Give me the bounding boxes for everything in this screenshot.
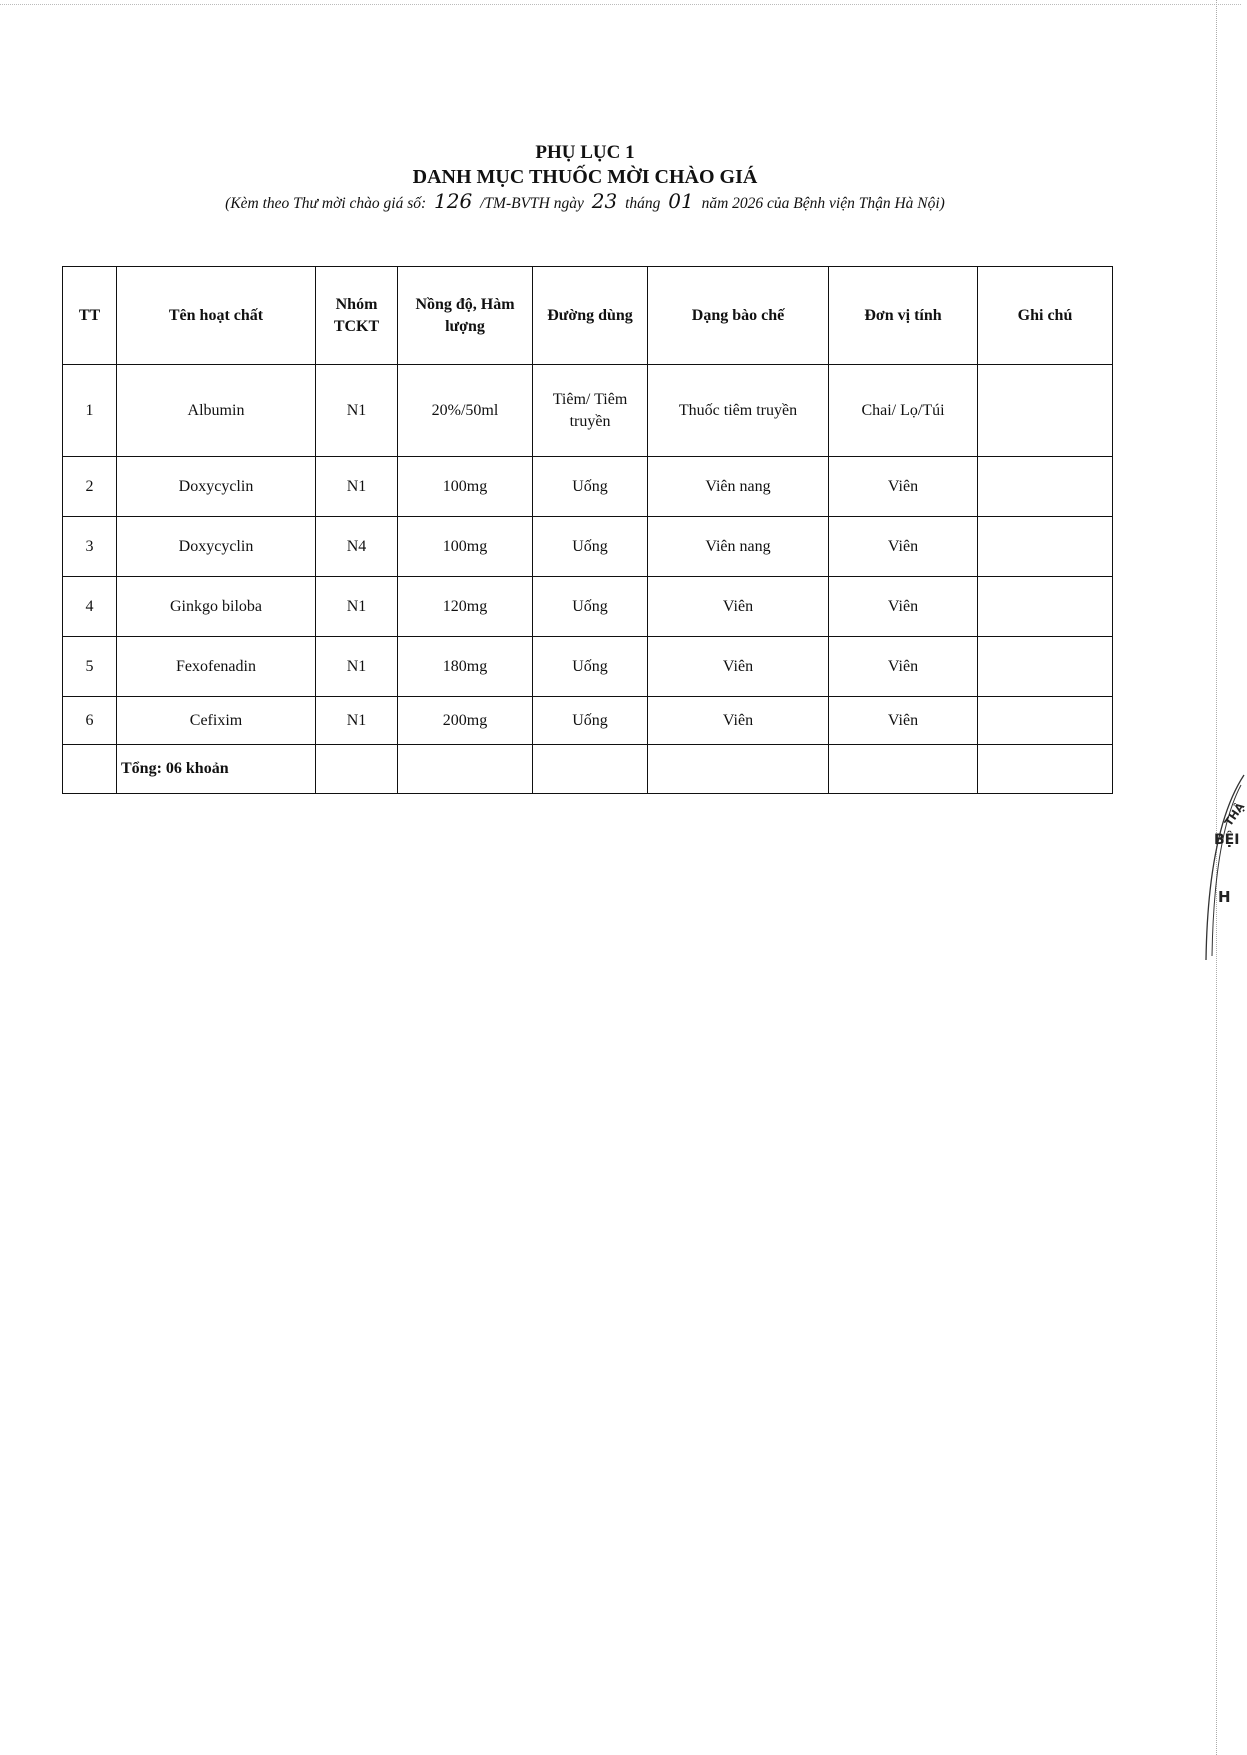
seal-text-1: THẬ — [1222, 800, 1247, 829]
cell-route: Tiêm/ Tiêm truyền — [533, 365, 648, 457]
cell-empty — [648, 745, 829, 794]
cell-empty — [398, 745, 533, 794]
list-title: DANH MỤC THUỐC MỜI CHÀO GIÁ — [412, 166, 758, 188]
cell-route: Uống — [533, 457, 648, 517]
cell-empty — [316, 745, 398, 794]
cell-ingredient: Fexofenadin — [117, 637, 316, 697]
seal-text-3: H — [1218, 888, 1231, 906]
cell-route: Uống — [533, 577, 648, 637]
header-concentration: Nồng độ, Hàm lượng — [398, 267, 533, 365]
cell-ingredient: Doxycyclin — [117, 517, 316, 577]
cell-tt: 3 — [63, 517, 117, 577]
cell-group: N4 — [316, 517, 398, 577]
table-row — [63, 697, 1113, 745]
header-dosage-form: Dạng bào chế — [648, 267, 829, 365]
cell-concentration: 200mg — [398, 697, 533, 745]
cell-notes — [978, 697, 1113, 745]
cell-form: Viên — [648, 577, 829, 637]
cell-notes — [978, 365, 1113, 457]
table-row — [63, 365, 1113, 457]
cell-route: Uống — [533, 517, 648, 577]
seal-text-2: BỆI — [1214, 832, 1240, 848]
cell-ingredient: Ginkgo biloba — [117, 577, 316, 637]
day-handwritten: 23 — [591, 189, 618, 213]
cell-form: Viên — [648, 637, 829, 697]
cell-tt: 4 — [63, 577, 117, 637]
cell-notes — [978, 457, 1113, 517]
cell-empty — [63, 745, 117, 794]
cell-unit: Viên — [829, 637, 978, 697]
cell-ingredient: Cefixim — [117, 697, 316, 745]
header-route: Đường dùng — [533, 267, 648, 365]
header-notes: Ghi chú — [978, 267, 1113, 365]
cell-group: N1 — [316, 697, 398, 745]
cell-tt: 1 — [63, 365, 117, 457]
header-active-ingredient: Tên hoạt chất — [117, 267, 316, 365]
cell-unit: Chai/ Lọ/Túi — [829, 365, 978, 457]
drug-list-table — [62, 266, 1113, 794]
subtitle-suffix: năm 2026 của Bệnh viện Thận Hà Nội) — [701, 195, 945, 212]
appendix-title: PHỤ LỤC 1 — [535, 142, 635, 163]
header-unit: Đơn vị tính — [829, 267, 978, 365]
header-technical-group: Nhóm TCKT — [316, 267, 398, 365]
cell-ingredient: Doxycyclin — [117, 457, 316, 517]
partial-seal-stamp — [1200, 770, 1247, 990]
table-row — [63, 517, 1113, 577]
cell-route: Uống — [533, 697, 648, 745]
cell-concentration: 100mg — [398, 457, 533, 517]
cell-concentration: 100mg — [398, 517, 533, 577]
cell-notes — [978, 637, 1113, 697]
month-handwritten: 01 — [668, 189, 694, 213]
cell-group: N1 — [316, 637, 398, 697]
cell-unit: Viên — [829, 697, 978, 745]
subtitle-mid2: tháng — [625, 195, 661, 212]
table-total-row — [63, 745, 1113, 794]
subtitle-prefix: (Kèm theo Thư mời chào giá số: — [225, 195, 427, 212]
cell-concentration: 20%/50ml — [398, 365, 533, 457]
cell-notes — [978, 577, 1113, 637]
table-row — [63, 577, 1113, 637]
cell-form: Viên nang — [648, 517, 829, 577]
cell-unit: Viên — [829, 577, 978, 637]
cell-form: Viên nang — [648, 457, 829, 517]
header-tt: TT — [63, 267, 117, 365]
cell-empty — [978, 745, 1113, 794]
cell-ingredient: Albumin — [117, 365, 316, 457]
cell-empty — [533, 745, 648, 794]
cell-form: Thuốc tiêm truyền — [648, 365, 829, 457]
cell-group: N1 — [316, 577, 398, 637]
cell-unit: Viên — [829, 457, 978, 517]
total-count: Tổng: 06 khoản — [117, 745, 316, 794]
cell-empty — [829, 745, 978, 794]
cell-route: Uống — [533, 637, 648, 697]
cell-form: Viên — [648, 697, 829, 745]
scan-border-top — [0, 4, 1241, 5]
cell-tt: 2 — [63, 457, 117, 517]
table-row — [63, 637, 1113, 697]
cell-concentration: 180mg — [398, 637, 533, 697]
table-row — [63, 457, 1113, 517]
cell-group: N1 — [316, 457, 398, 517]
cell-concentration: 120mg — [398, 577, 533, 637]
cell-unit: Viên — [829, 517, 978, 577]
subtitle-mid1: /TM-BVTH ngày — [480, 195, 584, 212]
cell-group: N1 — [316, 365, 398, 457]
cell-tt: 5 — [63, 637, 117, 697]
subtitle — [0, 189, 1170, 216]
doc-number-handwritten: 126 — [434, 189, 473, 213]
cell-tt: 6 — [63, 697, 117, 745]
table-header-row — [63, 267, 1113, 365]
cell-notes — [978, 517, 1113, 577]
document-header — [0, 141, 1170, 216]
